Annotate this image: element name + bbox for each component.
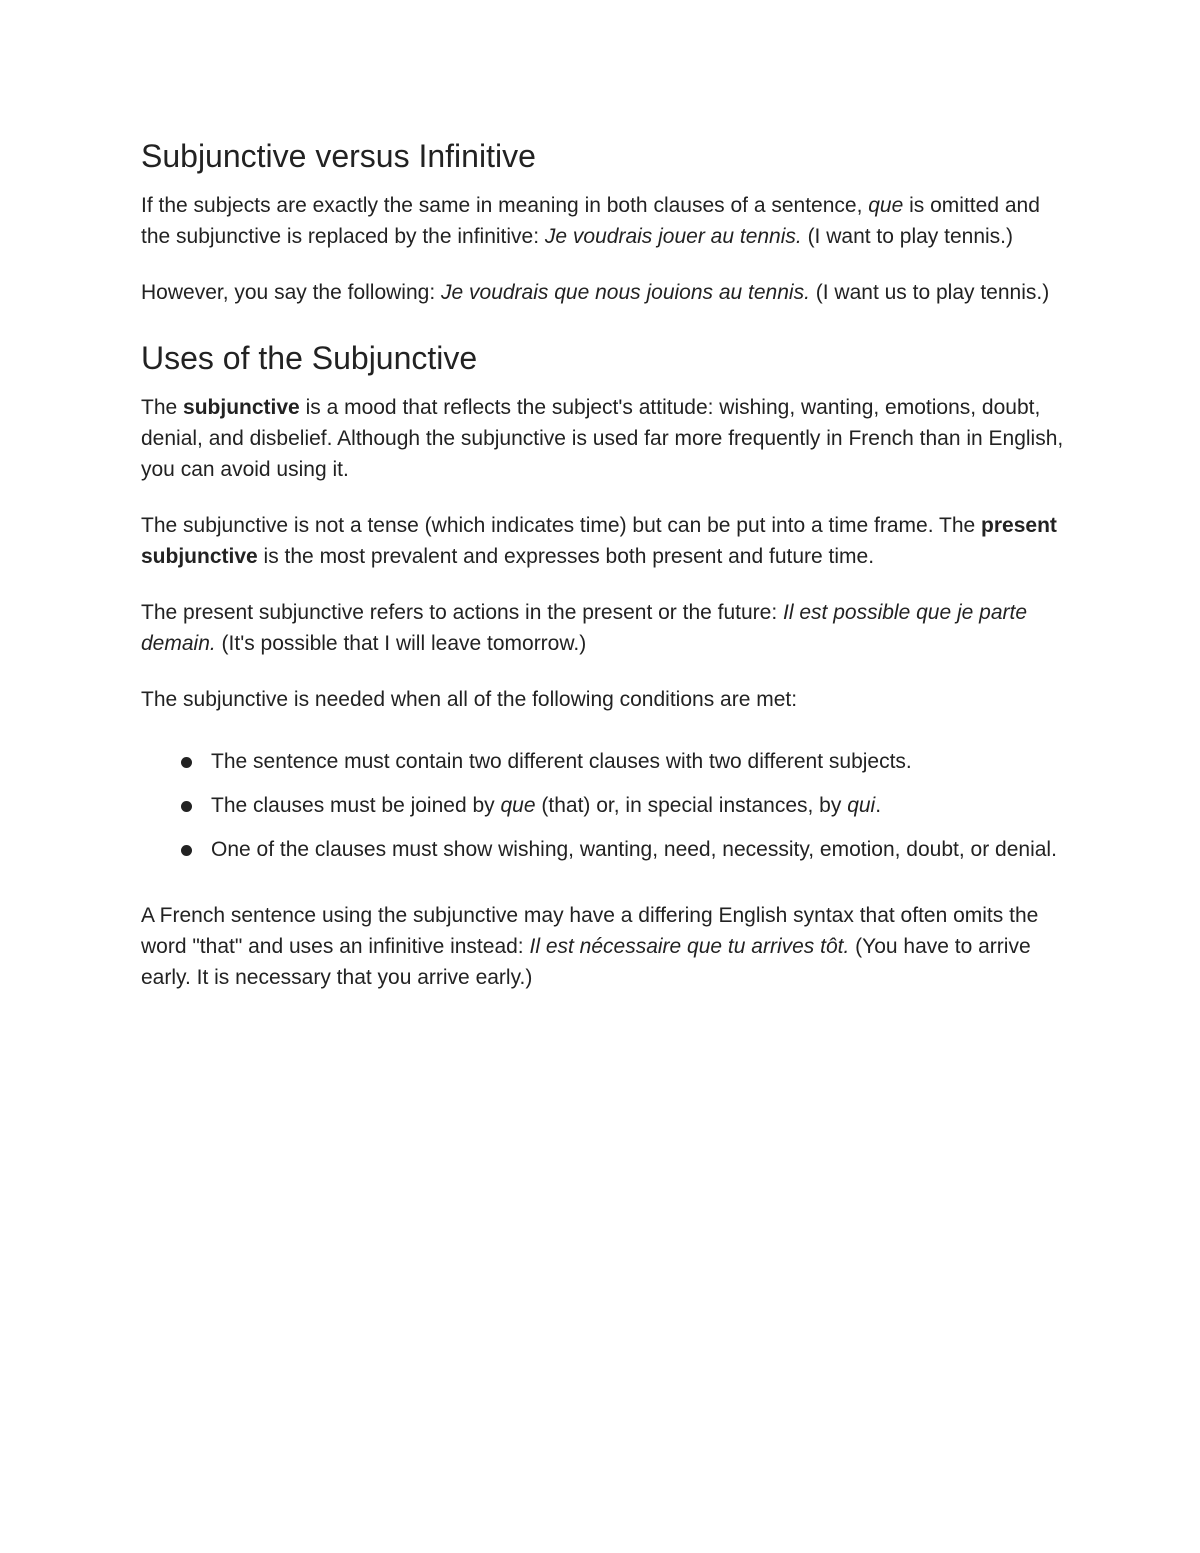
text-run: The present subjunctive refers to actions in the present or the future: bbox=[141, 601, 784, 624]
text-run: If the subjects are exactly the same in meaning in both clauses of a sentence, bbox=[141, 194, 869, 217]
text-run: is omitted and the subjunctive is replaced by the infinitive: bbox=[141, 194, 1040, 248]
bullet-icon bbox=[181, 801, 192, 812]
italic-example: Je voudrais jouer au tennis. bbox=[544, 225, 802, 248]
text-run: (It's possible that I will leave tomorrow.) bbox=[215, 632, 587, 655]
text-run: The subjunctive is not a tense (which indicates time) but can be put into a time frame. The bbox=[141, 514, 982, 537]
paragraph-french-sentence bbox=[141, 900, 1066, 993]
heading-uses-of-subjunctive: Uses of the Subjunctive bbox=[141, 340, 478, 376]
paragraph-however bbox=[141, 277, 1066, 308]
paragraph-not-a-tense bbox=[141, 510, 1066, 572]
document-page bbox=[141, 136, 1066, 1018]
paragraph-present-refers bbox=[141, 597, 1066, 659]
list-item bbox=[141, 828, 1066, 872]
paragraph-mood bbox=[141, 392, 1066, 485]
text-run: (You have to arrive early. It is necessary that you arrive early.) bbox=[141, 935, 1031, 989]
bullet-icon bbox=[181, 845, 192, 856]
list-item bbox=[141, 740, 1066, 784]
bullet-icon bbox=[181, 757, 192, 768]
text-run: The clauses must be joined by bbox=[211, 794, 501, 817]
bold-subjunctive: subjunctive bbox=[183, 396, 300, 419]
text-run: is the most prevalent and expresses both present and future time. bbox=[257, 545, 875, 568]
list-item-text: One of the clauses must show wishing, wanting, need, necessity, emotion, doubt, or denial. bbox=[211, 838, 1057, 861]
list-item-text: The sentence must contain two different clauses with two different subjects. bbox=[211, 750, 912, 773]
bold-present-subjunctive: present subjunctive bbox=[141, 514, 1057, 568]
paragraph-conditions-intro: The subjunctive is needed when all of the following conditions are met: bbox=[141, 688, 798, 711]
italic-example: Il est nécessaire que tu arrives tôt. bbox=[529, 935, 850, 958]
italic-que: que bbox=[868, 194, 904, 217]
text-run: (I want us to play tennis.) bbox=[809, 281, 1050, 304]
text-run: . bbox=[875, 794, 882, 817]
text-run: is a mood that reflects the subject's attitude: wishing, wanting, emotions, doubt, denial, and disbelief. Although the subjunctive is used far more frequently in French than in English, you can avoid using it. bbox=[141, 396, 1064, 481]
text-run: A French sentence using the subjunctive may have a differing English syntax that often omits the word "that" and uses an infinitive instead: bbox=[141, 904, 1039, 958]
paragraph-same-subjects bbox=[141, 190, 1066, 252]
text-run: (that) or, in special instances, by bbox=[535, 794, 848, 817]
list-item bbox=[141, 784, 1066, 828]
heading-subjunctive-vs-infinitive: Subjunctive versus Infinitive bbox=[141, 138, 536, 174]
italic-example: Je voudrais que nous jouions au tennis. bbox=[441, 281, 810, 304]
conditions-list bbox=[141, 740, 1066, 872]
text-run: However, you say the following: bbox=[141, 281, 441, 304]
italic-que: que bbox=[500, 794, 536, 817]
italic-example: Il est possible que je parte demain. bbox=[141, 601, 1028, 655]
text-run: The bbox=[141, 396, 184, 419]
text-run: (I want to play tennis.) bbox=[801, 225, 1013, 248]
italic-qui: qui bbox=[847, 794, 876, 817]
